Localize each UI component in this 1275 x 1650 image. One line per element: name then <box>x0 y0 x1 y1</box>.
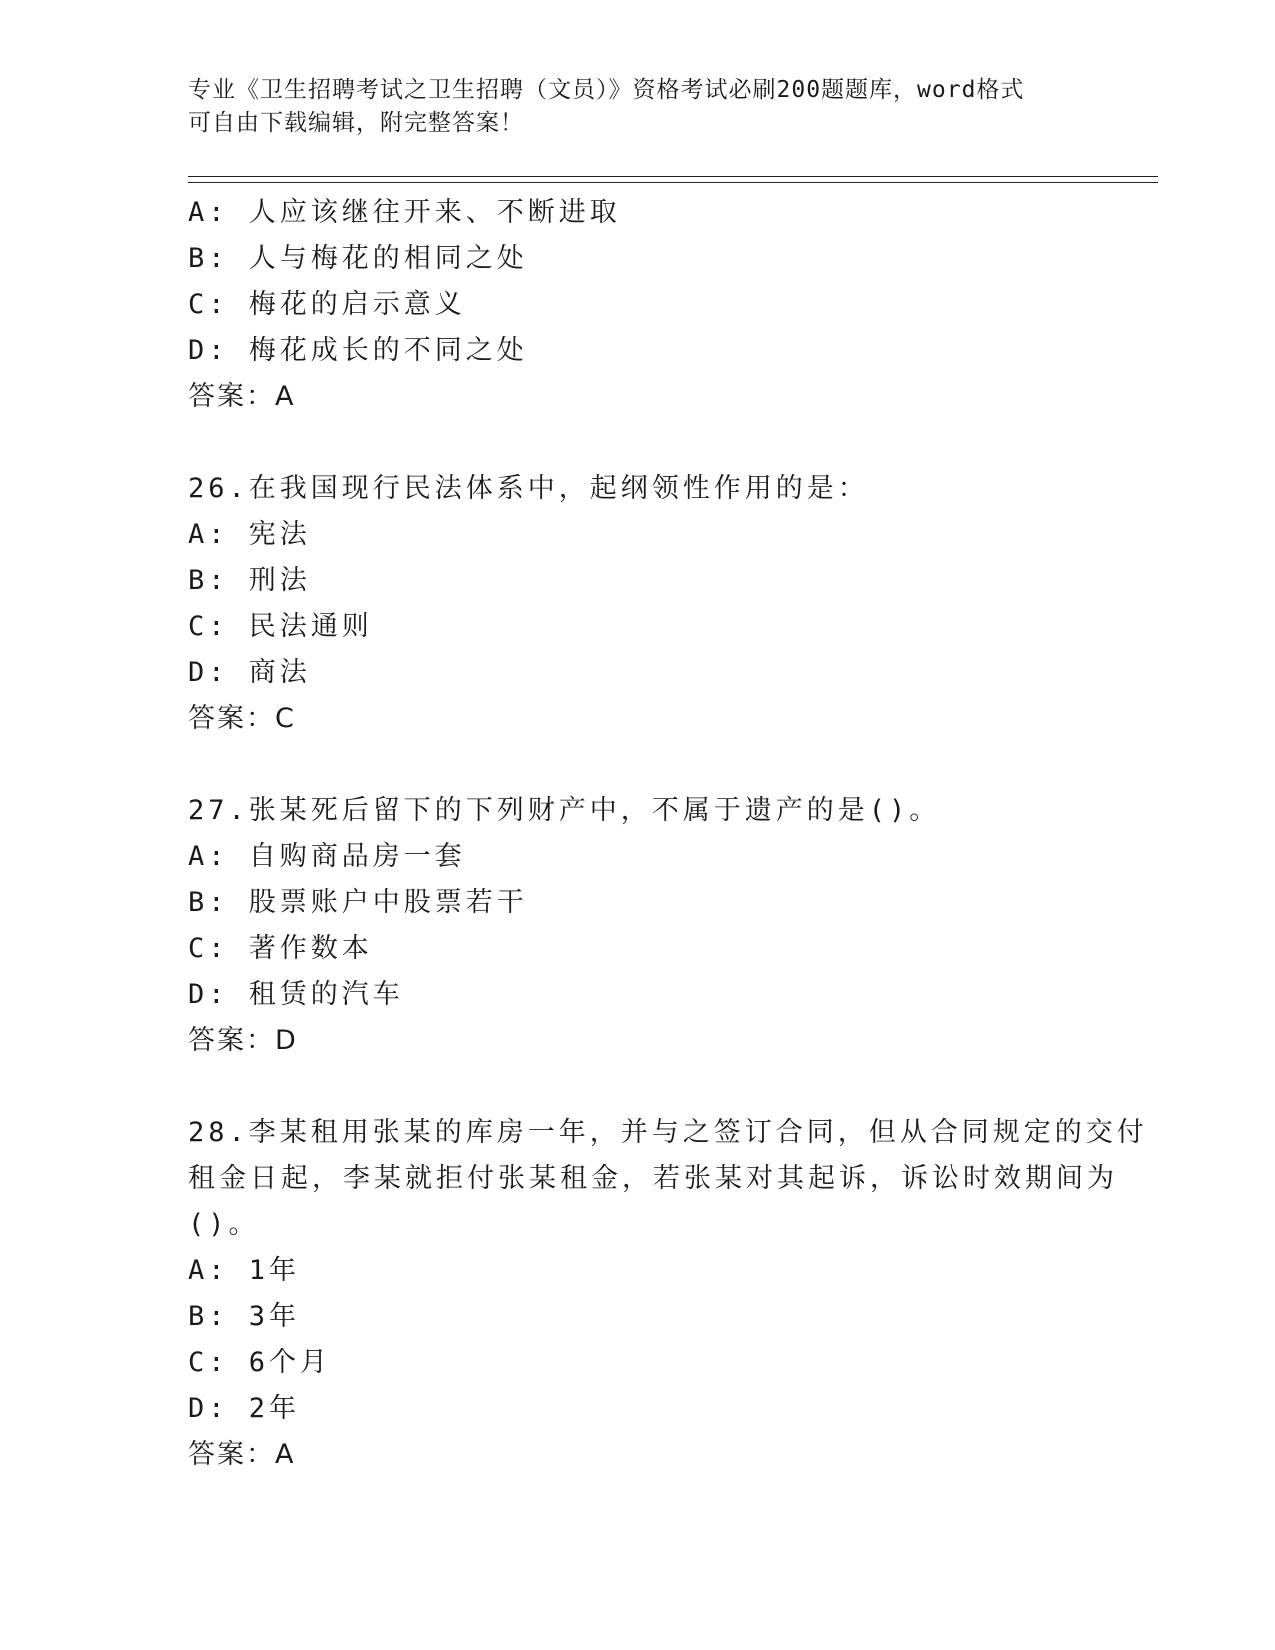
question-text-line-2: 租金日起，李某就拒付张某租金，若张某对其起诉，诉讼时效期间为 <box>188 1163 1118 1194</box>
question-block-prev <box>188 190 1088 420</box>
option-d: D: 租赁的汽车 <box>188 979 404 1010</box>
spacer <box>188 742 1088 788</box>
option-d: D: 商法 <box>188 657 311 688</box>
option-a: A: 宪法 <box>188 519 311 550</box>
answer-line: 答案：A <box>188 1439 296 1470</box>
option-c: C: 著作数本 <box>188 933 373 964</box>
answer-line: 答案：D <box>188 1025 298 1056</box>
spacer <box>188 1064 1088 1110</box>
header-line-2: 可自由下载编辑，附完整答案！ <box>188 110 524 136</box>
option-d: D: 梅花成长的不同之处 <box>188 335 528 366</box>
question-text-line-3: ()。 <box>188 1209 260 1240</box>
document-header <box>188 74 1088 140</box>
option-a: A: 1年 <box>188 1255 301 1286</box>
header-divider-top <box>188 176 1158 177</box>
question-text: 27.张某死后留下的下列财产中，不属于遗产的是()。 <box>188 795 941 826</box>
answer-line: 答案：A <box>188 381 296 412</box>
option-b: B: 股票账户中股票若干 <box>188 887 528 918</box>
option-a: A: 自购商品房一套 <box>188 841 466 872</box>
question-text-line-1: 28.李某租用张某的库房一年，并与之签订合同，但从合同规定的交付 <box>188 1117 1148 1148</box>
spacer <box>188 420 1088 466</box>
option-b: B: 刑法 <box>188 565 311 596</box>
question-text: 26.在我国现行民法体系中，起纲领性作用的是： <box>188 473 869 504</box>
answer-line: 答案：C <box>188 703 296 734</box>
option-b: B: 3年 <box>188 1301 301 1332</box>
question-block-27 <box>188 788 1088 1064</box>
question-block-26 <box>188 466 1088 742</box>
option-c: C: 民法通则 <box>188 611 373 642</box>
header-line-1: 专业《卫生招聘考试之卫生招聘（文员）》资格考试必刷200题题库，word格式 <box>188 77 1025 103</box>
option-c: C: 梅花的启示意义 <box>188 289 466 320</box>
question-list <box>188 190 1148 1478</box>
option-d: D: 2年 <box>188 1393 301 1424</box>
option-c: C: 6个月 <box>188 1347 332 1378</box>
option-a: A: 人应该继往开来、不断进取 <box>188 197 621 228</box>
header-divider-bottom <box>188 182 1158 183</box>
option-b: B: 人与梅花的相同之处 <box>188 243 528 274</box>
question-block-28 <box>188 1110 1148 1478</box>
